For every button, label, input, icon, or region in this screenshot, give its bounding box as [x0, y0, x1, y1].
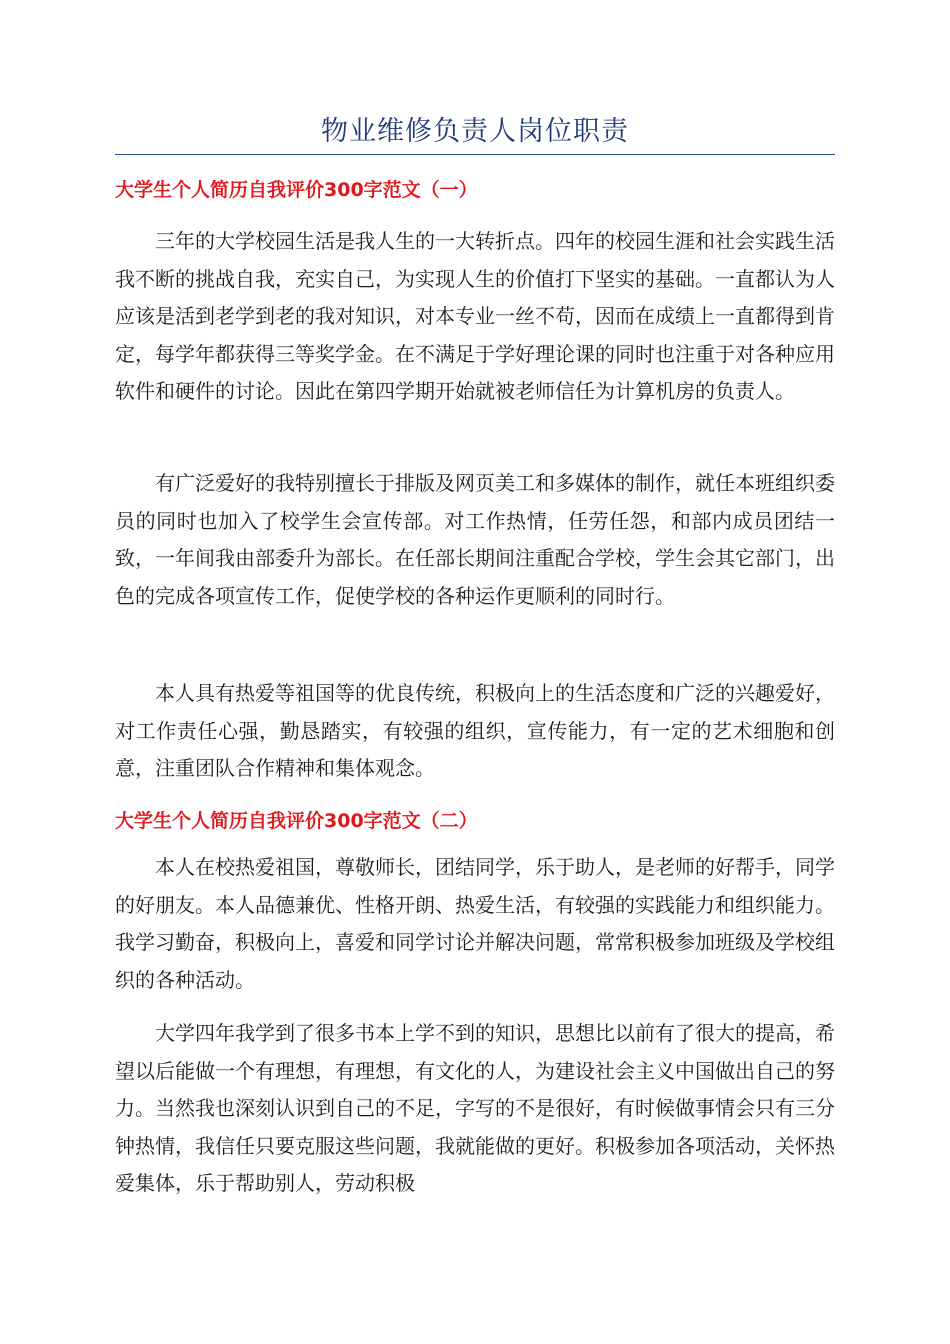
section-1-paragraph-2: 有广泛爱好的我特别擅长于排版及网页美工和多媒体的制作，就任本班组织委员的同时也加入了校学生会宣传部。对工作热情，任劳任怨，和部内成员团结一致，一年间我由部委升为部长。在任部长期间注重配合学校，学生会其它部门，出色的完成各项宣传工作，促使学校的各种运作更顺利的同时行。 [115, 471, 835, 608]
section-heading-2: 大学生个人简历自我评价300字范文（二） [115, 810, 478, 832]
title-divider [115, 154, 835, 155]
section-2-paragraph-1: 本人在校热爱祖国，尊敬师长，团结同学，乐于助人，是老师的好帮手，同学的好朋友。本人品德兼优、性格开朗、热爱生活，有较强的实践能力和组织能力。我学习勤奋，积极向上，喜爱和同学讨论并解决问题，常常积极参加班级及学校组织的各种活动。 [115, 855, 835, 992]
section-1-paragraph-3: 本人具有热爱等祖国等的优良传统，积极向上的生活态度和广泛的兴趣爱好，对工作责任心强，勤恳踏实，有较强的组织，宣传能力，有一定的艺术细胞和创意，注重团队合作精神和集体观念。 [115, 681, 835, 781]
section-heading-1: 大学生个人简历自我评价300字范文（一） [115, 179, 478, 201]
section-1-paragraph-1: 三年的大学校园生活是我人生的一大转折点。四年的校园生涯和社会实践生活我不断的挑战自我，充实自己，为实现人生的价值打下坚实的基础。一直都认为人应该是活到老学到老的我对知识，对本专业一丝不苟，因而在成绩上一直都得到肯定，每学年都获得三等奖学金。在不满足于学好理论课的同时也注重于对各种应用软件和硬件的讨论。因此在第四学期开始就被老师信任为计算机房的负责人。 [115, 229, 835, 404]
section-2-paragraph-2: 大学四年我学到了很多书本上学不到的知识，思想比以前有了很大的提高，希望以后能做一个有理想，有理想，有文化的人，为建设社会主义中国做出自己的努力。当然我也深刻认识到自己的不足，字写的不是很好，有时候做事情会只有三分钟热情，我信任只要克服这些问题，我就能做的更好。积极参加各项活动，关怀热爱集体，乐于帮助别人，劳动积极 [115, 1021, 835, 1196]
document-title: 物业维修负责人岗位职责 [321, 116, 629, 147]
